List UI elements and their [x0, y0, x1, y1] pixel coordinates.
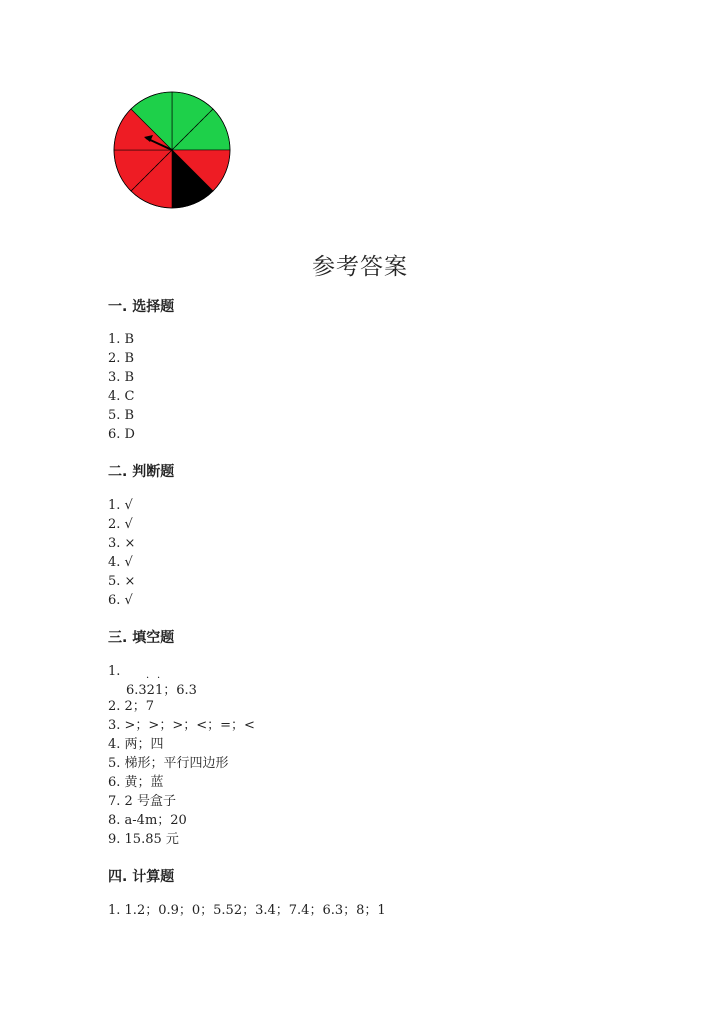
list-item: 6. D	[108, 427, 135, 442]
list-item: 4. √	[108, 555, 133, 570]
section-heading-calculation: 四. 计算题	[108, 869, 175, 885]
list-item: 5. B	[108, 408, 135, 423]
list-item: 5. 梯形；平行四边形	[108, 756, 229, 771]
page-title: 参考答案	[312, 254, 408, 280]
list-item: 1.	[108, 664, 121, 679]
list-item: 6. √	[108, 593, 133, 608]
spinner-wheel	[110, 88, 234, 212]
list-item: 5. ×	[108, 574, 136, 589]
list-item: 7. 2 号盒子	[108, 794, 176, 809]
list-item: 3. B	[108, 370, 135, 385]
repeating-dot-mark: ·	[157, 673, 161, 684]
list-item: 1. √	[108, 498, 133, 513]
list-item: 6.321；6.3	[126, 683, 197, 698]
list-item: 1. 1.2；0.9；0；5.52；3.4；7.4；6.3；8；1	[108, 903, 386, 918]
list-item: 2. 2；7	[108, 699, 155, 714]
list-item: 2. √	[108, 517, 133, 532]
list-item: 8. a-4m；20	[108, 813, 187, 828]
section-heading-judgement: 二. 判断题	[108, 464, 175, 480]
list-item: 6. 黄；蓝	[108, 775, 164, 790]
section-heading-choice: 一. 选择题	[108, 299, 175, 315]
list-item: 9. 15.85 元	[108, 832, 179, 847]
list-item: 1. B	[108, 332, 135, 347]
list-item: 3. >；>；>；<；=；<	[108, 718, 255, 733]
list-item: 4. 两；四	[108, 737, 164, 752]
list-item: 4. C	[108, 389, 135, 404]
repeating-dot-mark: ·	[146, 673, 150, 684]
list-item: 3. ×	[108, 536, 136, 551]
section-heading-fill-blank: 三. 填空题	[108, 630, 175, 646]
list-item: 2. B	[108, 351, 135, 366]
